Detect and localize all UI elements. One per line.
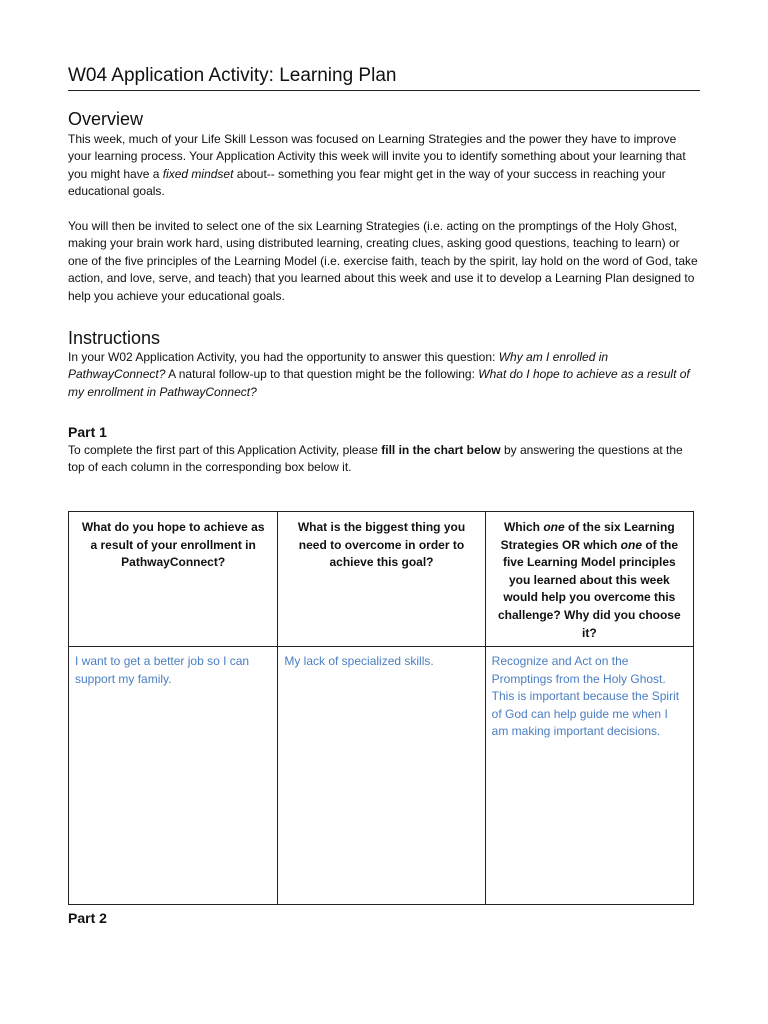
part1-text-end: by answering the questions at the top of each column in the corresponding box below it.	[68, 443, 683, 475]
column-header-goal-text: What do you hope to achieve as a result of your enrollment in PathwayConnect?	[81, 520, 265, 570]
strategy-header-part: of the six Learning Strategies OR which	[500, 520, 675, 552]
answer-cell-goal[interactable]	[69, 647, 278, 905]
chart-answer-row	[69, 647, 694, 905]
answer-goal-text: I want to get a better job so I can support my family.	[75, 654, 250, 686]
answer-cell-obstacle[interactable]	[278, 647, 485, 905]
strategy-header-emphasis: one	[620, 537, 643, 552]
overview-text-end: about-- something you fear might get in the way of your success in reaching your educational goals.	[68, 166, 666, 199]
instructions-heading: Instructions	[68, 328, 161, 348]
overview-paragraph-2: You will then be invited to select one of the six Learning Strategies (i.e. acting on the promptings of the Holy Ghost, making your brain work hard, using distributed learning, creating clues, asking good questions, teaching to learn) or one of the five principles of the Learning Model (i.e. exercise faith, teach by the spirit, lay hold on the word of God, take action, and love, serve, and teach) that you learned about this week and use it to develop a Learning Plan designed to help you achieve your educational goals.	[68, 219, 698, 303]
overview-heading: Overview	[68, 109, 144, 129]
part2-heading: Part 2	[68, 910, 107, 926]
overview-text: This week, much of your Life Skill Lesson was focused on Learning Strategies and the power they have to improve your learning process. Your Application Activity this week will invite you to identify something about your learning that you might have a	[68, 132, 686, 181]
strategy-header-part: Which	[503, 520, 544, 534]
overview-paragraph-1	[68, 131, 700, 201]
fixed-mindset-emphasis: fixed mindset	[162, 166, 234, 181]
document-title: W04 Application Activity: Learning Plan	[68, 62, 700, 91]
answer-cell-strategy[interactable]	[485, 647, 693, 905]
column-header-goal	[69, 512, 278, 647]
part1-heading: Part 1	[68, 424, 107, 440]
chart-header-row	[69, 512, 694, 647]
column-header-obstacle-text: What is the biggest thing you need to overcome in order to achieve this goal?	[297, 520, 466, 570]
question-2-emphasis: What do I hope to achieve as a result of my enrollment in PathwayConnect?	[68, 367, 690, 399]
part1-paragraph	[68, 442, 700, 477]
column-header-strategy	[485, 512, 693, 647]
learning-plan-chart	[68, 511, 694, 905]
strategy-header-emphasis: one	[543, 520, 565, 534]
column-header-strategy-text	[486, 512, 693, 642]
answer-obstacle-text: My lack of specialized skills.	[284, 654, 434, 668]
part1-text: To complete the first part of this Application Activity, please	[68, 443, 382, 457]
column-header-obstacle	[278, 512, 485, 647]
instructions-text: In your W02 Application Activity, you had the opportunity to answer this question:	[68, 350, 499, 364]
instructions-text-mid: A natural follow-up to that question might be the following:	[165, 367, 479, 382]
strategy-header-part: of the five Learning Model principles you learned about this week would help you overcome this challenge? Why did you choose it?	[497, 537, 681, 640]
fill-chart-emphasis: fill in the chart below	[381, 443, 501, 457]
answer-strategy-text: Recognize and Act on the Promptings from the Holy Ghost. This is important because the Spirit of God can help guide me when I am making important decisions.	[491, 654, 680, 739]
instructions-paragraph	[68, 349, 700, 401]
question-1-emphasis: Why am I enrolled in PathwayConnect?	[68, 350, 609, 382]
